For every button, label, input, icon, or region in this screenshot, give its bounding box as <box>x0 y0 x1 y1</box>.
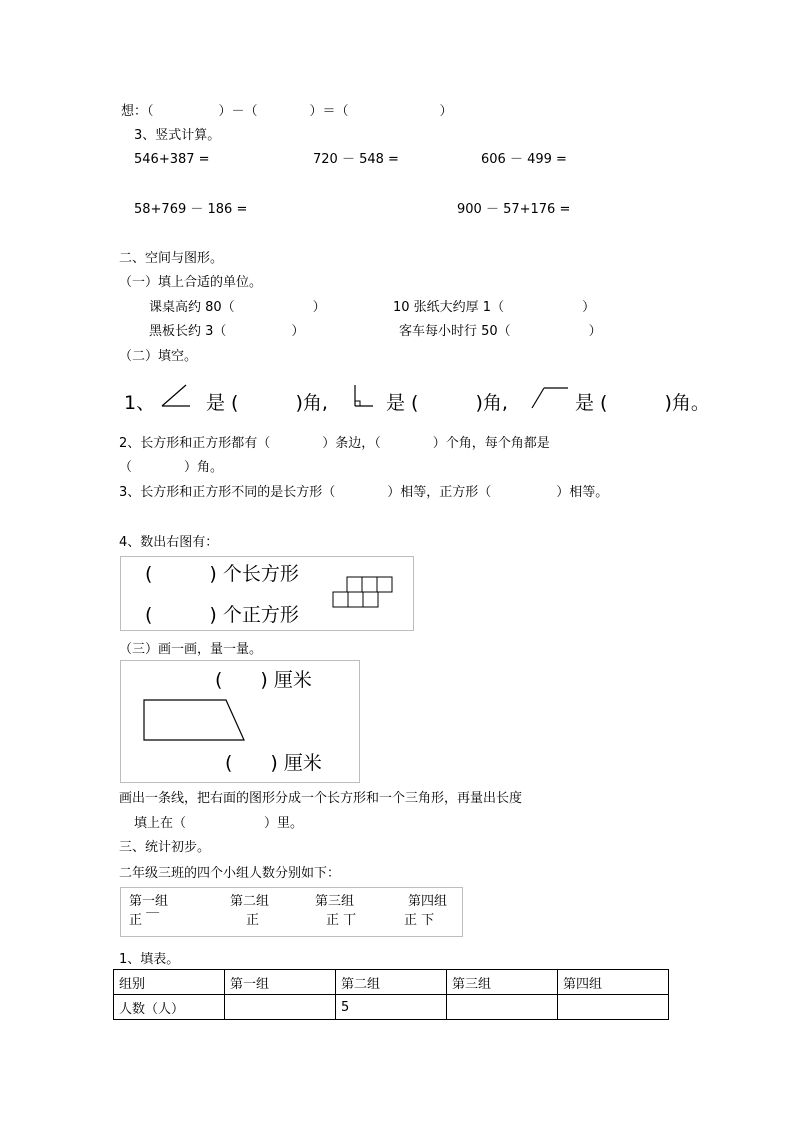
calc-problem-2: 720 － 548 = <box>313 152 399 167</box>
draw-heading: （三）画一画，量一量。 <box>119 642 263 657</box>
tally-group-4-name: 第四组 <box>408 894 448 909</box>
question-3: 3、长方形和正方形不同的是长方形（ ）相等，正方形（ ）相等。 <box>119 485 609 500</box>
fill-table-heading: 1、填表。 <box>119 952 180 967</box>
calc-problem-5: 900 － 57+176 = <box>457 202 571 217</box>
table-header-cell: 第四组 <box>558 970 669 995</box>
obtuse-angle-icon <box>530 382 570 410</box>
tally-group-3-marks: 正 丅 <box>326 913 357 928</box>
tally-group-2-name: 第二组 <box>230 894 270 909</box>
square-grid-figure <box>332 576 396 610</box>
question-2-line-1: 2、长方形和正方形都有（ ）条边，（ ）个角，每个角都是 <box>119 436 550 451</box>
fill-heading: （二）填空。 <box>119 349 198 364</box>
unit-item-3: 黑板长约 3（ ） <box>149 324 305 339</box>
length-label-bottom: ( ) 厘米 <box>225 752 322 774</box>
unit-item-2: 10 张纸大约厚 1（ ） <box>393 300 596 315</box>
question-2-line-2: （ ）角。 <box>119 460 224 475</box>
count-squares: ( ) 个正方形 <box>145 604 299 626</box>
angle-answer-1: 是 ( )角, <box>206 392 328 414</box>
calc-problem-1: 546+387 = <box>134 152 210 167</box>
table-row <box>114 995 669 1020</box>
units-heading: （一）填上合适的单位。 <box>119 275 263 290</box>
calc-heading: 3、竖式计算。 <box>134 128 221 143</box>
stats-heading: 三、统计初步。 <box>119 840 211 855</box>
geometry-heading: 二、空间与图形。 <box>119 251 224 266</box>
draw-instruction-line-2: 填上在（ ）里。 <box>134 816 304 831</box>
acute-angle-icon <box>160 382 192 410</box>
tally-group-1-marks: 正 ￣ <box>129 913 160 928</box>
tally-group-3-name: 第三组 <box>315 894 355 909</box>
angle-answer-2: 是 ( )角, <box>386 392 508 414</box>
table-header-cell: 组别 <box>114 970 225 995</box>
table-header-row <box>114 970 669 995</box>
calc-problem-4: 58+769 － 186 = <box>134 202 248 217</box>
right-angle-icon <box>351 382 375 410</box>
stats-table <box>113 969 669 1020</box>
table-header-cell: 第二组 <box>336 970 447 995</box>
table-cell: 5 <box>336 995 447 1020</box>
trapezoid-figure <box>142 698 246 744</box>
draw-instruction-line-1: 画出一条线，把右面的图形分成一个长方形和一个三角形，再量出长度 <box>119 791 523 806</box>
table-cell-input[interactable] <box>225 995 336 1020</box>
table-cell-input[interactable] <box>558 995 669 1020</box>
count-rectangles: ( ) 个长方形 <box>145 563 299 585</box>
tally-group-2-marks: 正 <box>246 913 260 928</box>
table-cell-input[interactable] <box>447 995 558 1020</box>
table-header-cell: 第三组 <box>447 970 558 995</box>
length-label-top: ( ) 厘米 <box>215 669 312 691</box>
table-cell: 人数（人） <box>114 995 225 1020</box>
angle-question-number: 1、 <box>124 392 156 414</box>
tally-group-4-marks: 正 下 <box>404 913 435 928</box>
unit-item-1: 课桌高约 80（ ） <box>149 300 326 315</box>
question-4: 4、数出右图有： <box>119 535 219 550</box>
think-line: 想：（ ）－（ ）＝（ ） <box>121 104 453 119</box>
tally-group-1-name: 第一组 <box>129 894 169 909</box>
stats-intro: 二年级三班的四个小组人数分别如下： <box>119 866 341 881</box>
angle-answer-3: 是 ( )角。 <box>575 392 710 414</box>
unit-item-4: 客车每小时行 50（ ） <box>399 324 602 339</box>
calc-problem-3: 606 － 499 = <box>481 152 567 167</box>
table-header-cell: 第一组 <box>225 970 336 995</box>
